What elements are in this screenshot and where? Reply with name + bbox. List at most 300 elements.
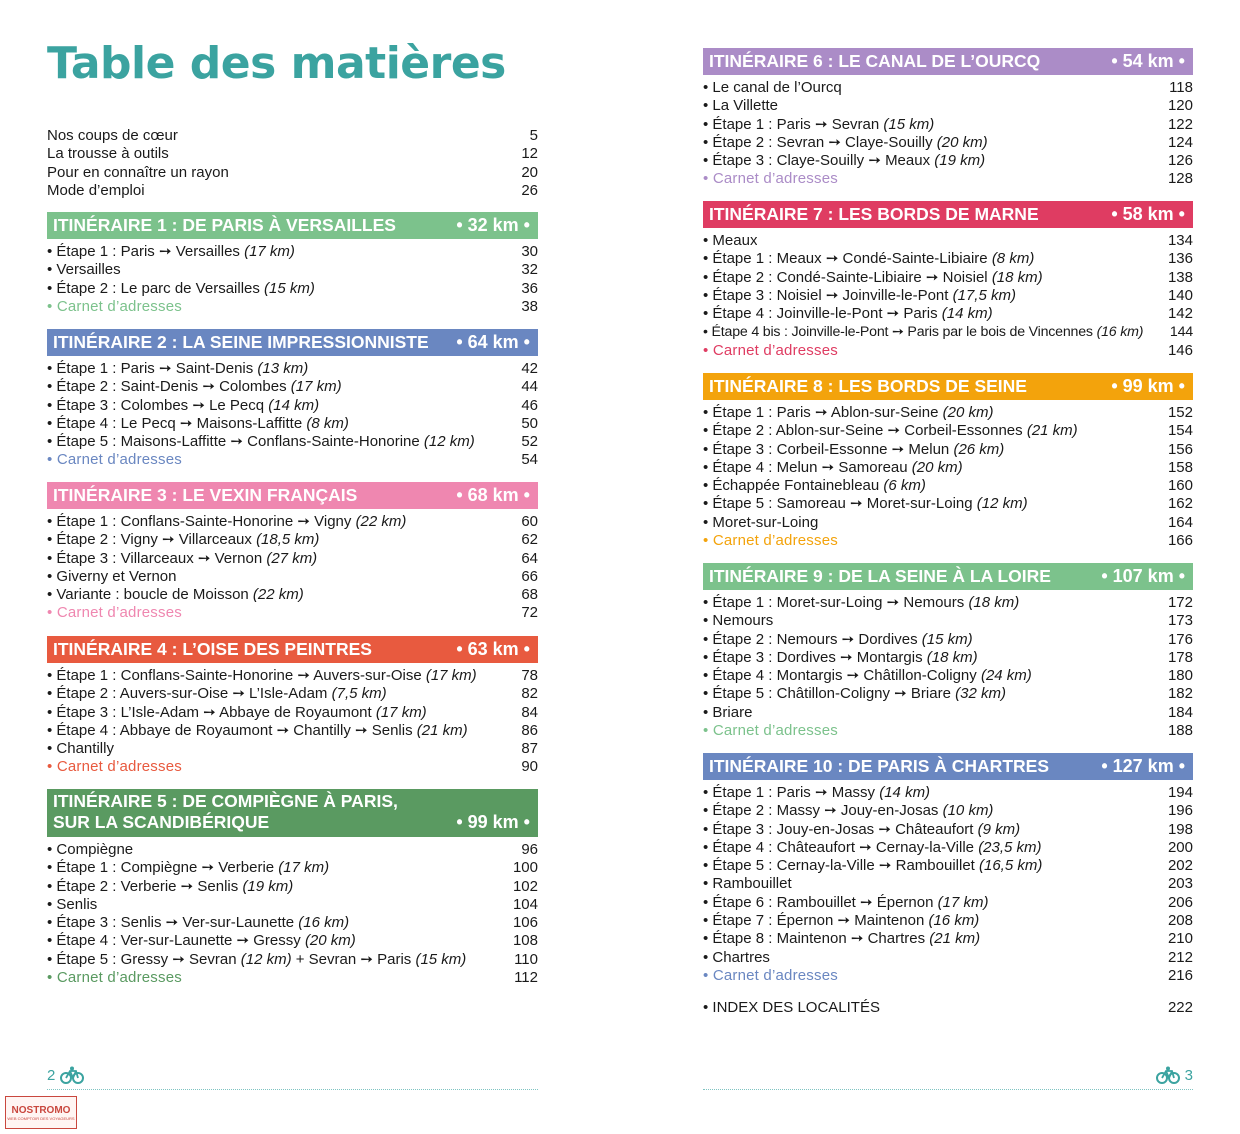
itinerary-section [703,753,1193,985]
itinerary-distance: • 68 km • [456,485,530,505]
entry-label: • Étape 1 : Conflans-Sainte-Honorine ➙ Vigny (22 km) [47,513,407,530]
entry-distance: (21 km) [929,930,981,948]
entry-label: • Étape 2 : Sevran ➙ Claye-Souilly (20 km) [703,133,988,151]
entry-label: • Étape 1 : Paris ➙ Sevran (15 km) [703,115,935,133]
entry-distance: (15 km) [264,279,315,297]
entry-label: • Étape 4 : Abbaye de Royaumont ➙ Chantilly ➙ Senlis (21 km) [47,721,468,739]
entry-distance: (18 km) [968,594,1020,611]
itinerary-distance: • 107 km • [1101,566,1185,586]
entry-page: 102 [512,877,538,895]
toc-entry[interactable] [47,951,538,969]
toc-entry[interactable] [703,949,1193,967]
entry-page: 12 [521,145,538,163]
entry-page: 30 [521,243,538,260]
toc-entry[interactable] [47,127,538,145]
toc-entry[interactable] [703,269,1193,287]
entry-label: Pour en connaître un rayon [47,163,229,181]
entry-page: 87 [521,740,538,758]
entry-label: • Étape 1 : Paris ➙ Saint-Denis (13 km) [47,360,309,377]
entry-distance: (14 km) [941,305,993,323]
entry-page: 82 [521,685,538,703]
entry-label: • Étape 1 : Paris ➙ Ablon-sur-Seine (20 km) [703,404,994,421]
itinerary-entries [703,594,1193,740]
entry-distance: (17,5 km) [952,286,1016,304]
entry-page: 144 [1169,324,1193,341]
toc-entry[interactable] [47,513,538,531]
entry-page: 176 [1167,630,1193,648]
entry-label: • Variante : boucle de Moisson (22 km) [47,586,304,604]
index-section [703,999,1193,1017]
entry-label: • Étape 4 bis : Joinville-le-Pont ➙ Paris par le bois de Vincennes (16 km) [703,324,1144,341]
toc-entry[interactable] [47,841,538,859]
entry-distance: (15 km) [883,115,935,133]
entry-page: 160 [1167,477,1193,495]
toc-entry[interactable] [47,145,538,163]
entry-label: • Étape 5 : Châtillon-Coligny ➙ Briare (32 km) [703,685,1006,703]
entry-distance: (23,5 km) [978,838,1042,856]
logo-text: NOSTROMO [11,1104,71,1116]
entry-label: • La Villette [703,97,779,115]
toc-entry[interactable] [47,704,538,722]
itinerary-entries [47,243,538,316]
carnet-entry[interactable] [703,342,1193,360]
entry-page: 20 [521,163,538,181]
entry-label: Nos coups de cœur [47,127,178,144]
entry-label: • Chantilly [47,740,114,758]
toc-entry[interactable] [703,667,1193,685]
entry-distance: (19 km) [242,877,294,895]
entry-page: 36 [521,279,538,297]
entry-label: • Étape 1 : Paris ➙ Massy (14 km) [703,784,931,801]
entry-page: 106 [512,914,538,932]
toc-entry[interactable] [703,839,1193,857]
entry-page: 108 [512,932,538,950]
entry-distance: (17 km) [937,893,989,911]
toc-entry[interactable] [703,232,1193,250]
entry-distance: (20 km) [911,458,963,476]
toc-entry[interactable] [703,441,1193,459]
entry-page: 50 [521,414,538,432]
entry-distance: (7,5 km) [331,685,387,703]
toc-entry[interactable] [47,896,538,914]
toc-entry[interactable] [703,477,1193,495]
entry-label: • Versailles [47,261,121,279]
itinerary-distance: • 64 km • [456,332,530,352]
entry-page: 162 [1167,495,1193,513]
entry-page: 210 [1167,930,1193,948]
entry-distance: (8 km) [991,250,1035,268]
entry-distance: (20 km) [304,932,356,950]
toc-entry[interactable] [703,784,1193,802]
entry-page: 136 [1167,250,1193,268]
itinerary-section [47,482,538,623]
entry-label: • Carnet d’adresses [47,758,182,776]
itinerary-banner[interactable] [703,201,1193,228]
toc-entry[interactable] [703,287,1193,305]
toc-entry[interactable] [47,722,538,740]
entry-page: 128 [1167,170,1193,188]
entry-label: • Étape 2 : Auvers-sur-Oise ➙ L’Isle-Adam (7,5 km) [47,685,387,703]
page-number: 3 [1184,1067,1193,1084]
carnet-entry[interactable] [47,758,538,776]
toc-entry[interactable] [703,631,1193,649]
entry-label: • Carnet d’adresses [47,297,182,315]
entry-label: • Étape 2 : Ablon-sur-Seine ➙ Corbeil-Essonnes (21 km) [703,422,1078,440]
entry-page: 78 [521,667,538,684]
itinerary-entries [703,784,1193,985]
entry-page: 182 [1167,685,1193,703]
toc-entry[interactable] [47,586,538,604]
toc-entry[interactable] [703,821,1193,839]
entry-distance: (22 km) [252,586,304,604]
entry-page: 26 [521,181,538,199]
toc-entry[interactable] [703,97,1193,115]
entry-label: • Carnet d’adresses [703,722,838,740]
toc-entry[interactable] [47,932,538,950]
itinerary-banner[interactable] [703,563,1193,590]
entry-label: • Étape 3 : Dordives ➙ Montargis (18 km) [703,648,978,666]
entry-page: 100 [512,859,538,877]
entry-label: • Étape 1 : Compiègne ➙ Verberie (17 km) [47,859,330,877]
itinerary-distance: • 58 km • [1111,204,1185,224]
itinerary-title: ITINÉRAIRE 9 : DE LA SEINE À LA LOIRE [709,566,1051,586]
itinerary-banner[interactable] [47,212,538,239]
entry-page: 68 [521,586,538,604]
carnet-entry[interactable] [703,722,1193,740]
toc-entry[interactable] [47,531,538,549]
toc-entry[interactable] [47,243,538,261]
entry-page: 32 [521,261,538,279]
carnet-entry[interactable] [47,298,538,316]
toc-entry[interactable] [47,378,538,396]
entry-page: 202 [1167,857,1193,875]
entry-distance: (17 km) [425,667,477,684]
entry-label: • Étape 1 : Conflans-Sainte-Honorine ➙ Auvers-sur-Oise (17 km) [47,667,477,684]
entry-page: 126 [1167,152,1193,170]
entry-page: 124 [1167,133,1193,151]
itinerary-entries [47,360,538,470]
itinerary-entries [47,841,538,987]
entry-page: 173 [1167,612,1193,630]
itinerary-entries [703,232,1193,360]
entry-label: • Étape 4 : Ver-sur-Launette ➙ Gressy (20 km) [47,932,356,950]
entry-distance: (13 km) [257,360,309,377]
entry-distance: (12 km) [423,433,475,451]
footer-divider [703,1089,1193,1090]
entry-label: • Étape 2 : Verberie ➙ Senlis (19 km) [47,877,294,895]
toc-entry[interactable] [703,594,1193,612]
entry-label: • Senlis [47,895,98,913]
itinerary-distance: • 32 km • [456,215,530,235]
toc-entry[interactable] [703,649,1193,667]
entry-page: 158 [1167,458,1193,476]
entry-page: 104 [512,895,538,913]
toc-entry[interactable] [703,134,1193,152]
entry-page: 203 [1167,875,1193,893]
page-title: Table des matières [47,38,506,89]
entry-page: 180 [1167,667,1193,685]
entry-page: 86 [521,721,538,739]
itinerary-title: ITINÉRAIRE 6 : LE CANAL DE L’OURCQ [709,51,1041,71]
toc-entry[interactable] [703,894,1193,912]
entry-page: 38 [521,297,538,315]
entry-label: • Étape 2 : Massy ➙ Jouy-en-Josas (10 km) [703,802,994,820]
toc-entry[interactable] [47,568,538,586]
itinerary-section [47,212,538,316]
toc-entry[interactable] [703,685,1193,703]
page-number: 2 [47,1067,56,1084]
itinerary-section [47,789,538,987]
toc-entry[interactable] [703,404,1193,422]
entry-page: 196 [1167,802,1193,820]
itinerary-title: ITINÉRAIRE 1 : DE PARIS À VERSAILLES [53,215,396,235]
entry-page: 208 [1167,912,1193,930]
entry-label: • Étape 3 : Villarceaux ➙ Vernon (27 km) [47,549,318,567]
toc-entry[interactable] [47,397,538,415]
toc-entry[interactable] [47,878,538,896]
itinerary-banner[interactable] [47,482,538,509]
entry-distance: (19 km) [934,152,986,170]
itinerary-distance: • 63 km • [456,639,530,659]
entry-page: 72 [521,604,538,622]
entry-page: 66 [521,567,538,585]
entry-label: • Carnet d’adresses [703,170,838,188]
logo-subtitle: WEB COMPTOIR DES VOYAGEURS [7,1115,75,1121]
entry-distance: (17 km) [290,378,342,396]
toc-entry[interactable] [703,912,1193,930]
entry-page: 222 [1167,999,1193,1016]
toc-entry[interactable] [47,261,538,279]
itinerary-banner[interactable] [47,329,538,356]
itinerary-banner[interactable] [703,753,1193,780]
entry-page: 62 [521,531,538,549]
toc-entry[interactable] [703,495,1193,513]
entry-page: 64 [521,549,538,567]
entry-label: • Étape 3 : Jouy-en-Josas ➙ Châteaufort (9 km) [703,820,1021,838]
itinerary-entries [703,404,1193,550]
footer-divider [47,1089,538,1090]
entry-label: • Le canal de l’Ourcq [703,79,842,96]
toc-entry[interactable] [703,930,1193,948]
entry-label: • Meaux [703,232,758,249]
index-entry[interactable] [703,999,1193,1017]
entry-page: 156 [1167,440,1193,458]
itinerary-title: ITINÉRAIRE 5 : DE COMPIÈGNE À PARIS, SUR LA SCANDIBÉRIQUE [53,791,398,832]
toc-entry[interactable] [47,685,538,703]
toc-entry[interactable] [47,667,538,685]
entry-page: 118 [1169,79,1193,96]
itinerary-banner[interactable] [703,373,1193,400]
entry-label: • Étape 3 : Claye-Souilly ➙ Meaux (19 km) [703,152,986,170]
entry-page: 146 [1167,341,1193,359]
itinerary-distance: • 54 km • [1111,51,1185,71]
toc-entry[interactable] [703,305,1193,323]
carnet-entry[interactable] [47,604,538,622]
itinerary-entries [703,79,1193,189]
entry-distance: (32 km) [955,685,1006,703]
entry-label: • Étape 1 : Paris ➙ Versailles (17 km) [47,243,295,260]
toc-entry[interactable] [703,875,1193,893]
entry-distance: (18 km) [991,268,1043,286]
entry-label: • Étape 3 : Senlis ➙ Ver-sur-Launette (16 km) [47,914,350,932]
entry-distance: (15 km) [415,950,467,968]
toc-entry[interactable] [47,859,538,877]
carnet-entry[interactable] [47,969,538,987]
entry-label: • Carnet d’adresses [47,604,182,622]
toc-entry[interactable] [703,612,1193,630]
footer-right [1156,1066,1193,1090]
entry-label: • Étape 7 : Épernon ➙ Maintenon (16 km) [703,912,980,930]
entry-label: • Carnet d’adresses [703,966,838,984]
itinerary-section [703,48,1193,189]
carnet-entry[interactable] [703,532,1193,550]
entry-label: • Carnet d’adresses [703,532,838,550]
entry-page: 198 [1167,820,1193,838]
entry-distance: (17 km) [278,859,330,877]
entry-page: 120 [1167,97,1193,115]
entry-page: 216 [1167,966,1193,984]
entry-label: • Étape 1 : Moret-sur-Loing ➙ Nemours (18 km) [703,594,1020,611]
itinerary-section [703,373,1193,550]
entry-distance: (14 km) [268,396,320,414]
entry-distance: (16 km) [928,912,980,930]
entry-distance: (27 km) [266,549,318,567]
toc-entry[interactable] [47,433,538,451]
entry-page: 84 [521,703,538,721]
entry-distance: (12 km) [976,495,1028,513]
toc-entry[interactable] [703,422,1193,440]
entry-distance: (10 km) [942,802,994,820]
entry-distance: (24 km) [980,667,1032,685]
toc-entry[interactable] [703,152,1193,170]
itinerary-banner[interactable] [703,48,1193,75]
itinerary-distance: • 99 km • [1111,376,1185,396]
entry-page: 142 [1167,305,1193,323]
entry-label: • Briare [703,703,753,721]
carnet-entry[interactable] [703,170,1193,188]
itinerary-title: ITINÉRAIRE 7 : LES BORDS DE MARNE [709,204,1039,224]
entry-distance: (16,5 km) [979,857,1043,875]
entry-page: 122 [1167,115,1193,133]
intro-list [47,127,538,200]
entry-distance: (17 km) [375,703,427,721]
toc-entry[interactable] [47,415,538,433]
entry-page: 134 [1167,232,1193,249]
itinerary-section [47,636,538,777]
entry-label: • Chartres [703,948,770,966]
toc-entry[interactable] [47,360,538,378]
carnet-entry[interactable] [703,967,1193,985]
itinerary-title: ITINÉRAIRE 3 : LE VEXIN FRANÇAIS [53,485,358,505]
entry-distance: (14 km) [879,784,931,801]
entry-page: 164 [1167,513,1193,531]
toc-entry[interactable] [47,740,538,758]
entry-distance: (17 km) [244,243,295,260]
entry-page: 152 [1167,404,1193,421]
entry-label: • Rambouillet [703,875,792,893]
toc-entry[interactable] [703,704,1193,722]
entry-distance: (20 km) [942,404,994,421]
entry-distance: (16 km) [298,914,350,932]
entry-page: 188 [1167,722,1193,740]
entry-label: • Étape 8 : Maintenon ➙ Chartres (21 km) [703,930,981,948]
entry-label: • Nemours [703,612,774,630]
toc-entry[interactable] [703,250,1193,268]
itinerary-entries [47,667,538,777]
entry-label: • Étape 4 : Le Pecq ➙ Maisons-Laffitte (8 km) [47,414,349,432]
toc-entry[interactable] [703,323,1193,341]
entry-page: 46 [521,396,538,414]
itinerary-title: ITINÉRAIRE 10 : DE PARIS À CHARTRES [709,756,1049,776]
bicycle-icon [60,1066,84,1089]
bicycle-icon [1156,1066,1180,1089]
entry-label: • Giverny et Vernon [47,567,177,585]
toc-entry[interactable] [47,550,538,568]
entry-label: • Étape 3 : Corbeil-Essonne ➙ Melun (26 km) [703,440,1005,458]
itinerary-title: ITINÉRAIRE 8 : LES BORDS DE SEINE [709,376,1027,396]
entry-label: • Étape 5 : Gressy ➙ Sevran (12 km) + Sevran ➙ Paris (15 km) [47,950,467,968]
publisher-logo [5,1096,77,1129]
entry-label: • Étape 4 : Melun ➙ Samoreau (20 km) [703,458,963,476]
entry-page: 138 [1167,268,1193,286]
entry-label: • Étape 4 : Châteaufort ➙ Cernay-la-Ville (23,5 km) [703,838,1042,856]
entry-label: • Moret-sur-Loing [703,513,819,531]
itinerary-section [703,563,1193,740]
toc-entry[interactable] [47,914,538,932]
entry-label: • Étape 4 : Joinville-le-Pont ➙ Paris (14 km) [703,305,993,323]
entry-distance: (20 km) [936,133,988,151]
itinerary-banner[interactable] [47,636,538,663]
toc-entry[interactable] [47,280,538,298]
toc-entry[interactable] [703,459,1193,477]
toc-entry[interactable] [703,116,1193,134]
toc-entry[interactable] [703,857,1193,875]
toc-entry[interactable] [703,802,1193,820]
entry-label: • Étape 2 : Vigny ➙ Villarceaux (18,5 km) [47,531,320,549]
entry-distance: (16 km) [1096,324,1144,341]
entry-distance: (21 km) [1026,422,1078,440]
itinerary-entries [47,513,538,623]
entry-label: • Étape 1 : Meaux ➙ Condé-Sainte-Libiaire (8 km) [703,250,1035,268]
entry-label: • Compiègne [47,841,134,858]
entry-page: 90 [521,758,538,776]
entry-distance: (6 km) [883,477,926,495]
entry-distance: (15 km) [921,630,973,648]
entry-distance: (21 km) [416,721,468,739]
itinerary-title: ITINÉRAIRE 4 : L’OISE DES PEINTRES [53,639,372,659]
toc-entry[interactable] [47,182,538,200]
entry-page: 96 [521,841,538,858]
entry-label: • Étape 5 : Samoreau ➙ Moret-sur-Loing (12 km) [703,495,1028,513]
entry-page: 172 [1167,594,1193,611]
entry-page: 5 [529,127,538,144]
toc-entry[interactable] [703,514,1193,532]
entry-page: 206 [1167,893,1193,911]
entry-label: • Étape 3 : L’Isle-Adam ➙ Abbaye de Royaumont (17 km) [47,703,427,721]
entry-page: 112 [514,969,538,987]
toc-entry[interactable] [47,164,538,182]
toc-entry[interactable] [703,79,1193,97]
carnet-entry[interactable] [47,451,538,469]
itinerary-banner[interactable] [47,789,538,837]
entry-page: 184 [1167,703,1193,721]
entry-page: 42 [521,360,538,377]
entry-page: 200 [1167,838,1193,856]
entry-page: 54 [521,451,538,469]
itinerary-section [703,201,1193,360]
entry-label: • Échappée Fontainebleau (6 km) [703,477,926,495]
entry-label: • Carnet d’adresses [47,451,182,469]
